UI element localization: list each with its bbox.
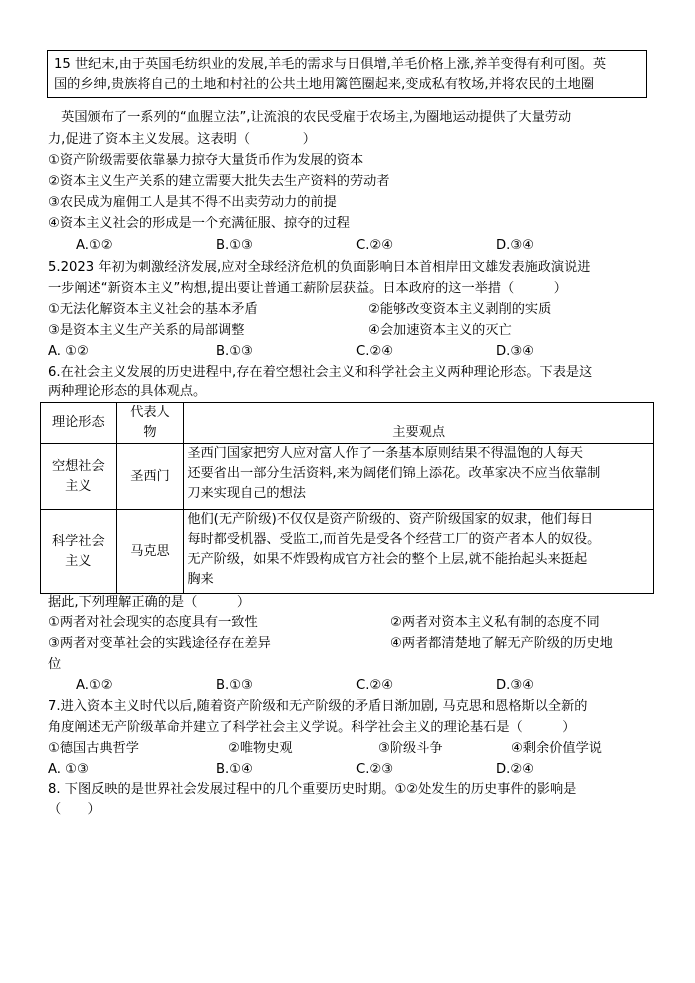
q5-choice-d[interactable]: D.③④: [496, 344, 534, 359]
q6-choice-d[interactable]: D.③④: [496, 678, 534, 693]
q7-choice-a[interactable]: A. ①③: [48, 762, 89, 777]
scientific-view-line-1: 他们(无产阶级)不仅仅是资产阶级的、资产阶级国家的奴隶，他们每日: [187, 512, 594, 527]
table-row-scientific: [41, 510, 654, 594]
scientific-view-cell: [184, 510, 654, 594]
q6-choice-a[interactable]: A.①②: [76, 678, 113, 693]
q5-stem-line-1: 5.2023 年初为刺激经济发展,应对全球经济危机的负面影响日本首相岸田文雄发表施政演说进: [48, 260, 591, 275]
q7-statement-3: ③阶级斗争: [378, 741, 443, 756]
q7-statement-2: ②唯物史观: [228, 741, 293, 756]
q5-stem-line-2: 一步阐述“新资本主义”构想,提出要让普通工薪阶层获益。日本政府的这一举措（ ）: [48, 281, 567, 296]
q7-choice-c[interactable]: C.②③: [356, 762, 394, 777]
utopian-form-line-2: 主义: [65, 478, 92, 494]
q8-stem-line-2: （ ）: [48, 802, 101, 817]
utopian-view-line-1: 圣西门国家把穷人应对富人作了一条基本原则结果不得温饱的人每天: [187, 446, 583, 461]
q5-choice-c[interactable]: C.②④: [356, 344, 394, 359]
utopian-form-line-1: 空想社会: [51, 458, 105, 474]
q6-stem-line-2: 两种理论形态的具体观点。: [48, 384, 207, 399]
q4-choice-a[interactable]: A.①②: [76, 238, 113, 253]
utopian-view-cell: [184, 444, 654, 510]
header-representative-line-2: 物: [143, 425, 157, 440]
q6-choice-b[interactable]: B.①③: [216, 678, 253, 693]
q6-choice-c[interactable]: C.②④: [356, 678, 394, 693]
q6-stem-line-3: 据此,下列理解正确的是（ ）: [48, 595, 251, 610]
q8-stem-line-1: 8. 下图反映的是世界社会发展过程中的几个重要历史时期。①②处发生的历史事件的影响是: [48, 782, 577, 797]
scientific-form-line-2: 主义: [65, 553, 92, 569]
q4-choice-b[interactable]: B.①③: [216, 238, 253, 253]
header-main-views: 主要观点: [184, 403, 654, 444]
q4-statement-2: ②资本主义生产关系的建立需要大批失去生产资料的劳动者: [48, 174, 390, 189]
utopian-person-cell: 圣西门: [116, 444, 184, 510]
table-header-row: [41, 403, 654, 444]
q7-choice-d[interactable]: D.②④: [496, 762, 534, 777]
scientific-form-cell: [41, 510, 117, 594]
q6-stem-line-1: 6.在社会主义发展的历史进程中,存在着空想社会主义和科学社会主义两种理论形态。下表是这: [48, 365, 593, 380]
theory-comparison-table: [40, 402, 654, 594]
q4-statement-1: ①资产阶级需要依靠暴力掠夺大量货币作为发展的资本: [48, 153, 364, 168]
q6-statement-1: ①两者对社会现实的态度具有一致性: [48, 615, 258, 630]
q4-choice-c[interactable]: C.②④: [356, 238, 394, 253]
q5-choice-a[interactable]: A. ①②: [48, 344, 89, 359]
header-representative: [116, 403, 184, 444]
header-representative-line-1: 代表人: [130, 405, 170, 420]
q4-stem-line-2: 力,促进了资本主义发展。这表明（ ）: [48, 132, 316, 147]
scientific-person-cell: 马克思: [116, 510, 184, 594]
q7-stem-line-2: 角度阐述无产阶级革命并建立了科学社会主义学说。科学社会主义的理论基石是（ ）: [48, 720, 576, 735]
scientific-view-line-4: 胸来: [187, 572, 214, 587]
q4-statement-3: ③农民成为雇佣工人是其不得不出卖劳动力的前提: [48, 195, 337, 210]
intro-line-2: 国的乡绅,贵族将自己的土地和村社的公共土地用篱笆圈起来,变成私有牧场,并将农民的土地圈: [54, 77, 595, 92]
header-theory-form: 理论形态: [41, 403, 117, 444]
q4-stem-line-1: 英国颁布了一系列的“血腥立法”,让流浪的农民受雇于农场主,为圈地运动提供了大量劳动: [48, 110, 572, 125]
q6-statement-4: ④两者都清楚地了解无产阶级的历史地: [390, 636, 613, 651]
q5-choice-b[interactable]: B.①③: [216, 344, 253, 359]
q7-statement-4: ④剩余价值学说: [511, 741, 602, 756]
q5-statement-2: ②能够改变资本主义剥削的实质: [368, 302, 552, 317]
q5-statement-3: ③是资本主义生产关系的局部调整: [48, 323, 245, 338]
scientific-view-line-2: 每时都受机器、受监工,而首先是受各个经营工厂的资产者本人的奴役。: [187, 532, 601, 547]
q7-statement-1: ①德国古典哲学: [48, 741, 139, 756]
scientific-form-line-1: 科学社会: [51, 533, 105, 549]
scientific-view-line-3: 无产阶级，如果不炸毁构成官方社会的整个上层,就不能抬起头来挺起: [187, 552, 588, 567]
utopian-view-line-2: 还要省出一部分生活资料,来为阔佬们锦上添花。改革家决不应当依靠制: [187, 466, 601, 481]
intro-line-1: 15 世纪末,由于英国毛纺织业的发展,羊毛的需求与日俱增,羊毛价格上涨,养羊变得有利可图。英: [54, 57, 607, 72]
utopian-view-line-3: 刀来实现自己的想法: [187, 486, 306, 501]
utopian-form-cell: [41, 444, 117, 510]
table-row-utopian: [41, 444, 654, 510]
q6-statement-2: ②两者对资本主义私有制的态度不同: [390, 615, 600, 630]
q5-statement-4: ④会加速资本主义的灭亡: [368, 323, 512, 338]
q4-choice-d[interactable]: D.③④: [496, 238, 534, 253]
q7-stem-line-1: 7.进入资本主义时代以后,随着资产阶级和无产阶级的矛盾日渐加剧, 马克思和恩格斯以全新的: [48, 699, 588, 714]
q7-choice-b[interactable]: B.①④: [216, 762, 253, 777]
q4-statement-4: ④资本主义社会的形成是一个充满征服、掠夺的过程: [48, 216, 350, 231]
q5-statement-1: ①无法化解资本主义社会的基本矛盾: [48, 302, 258, 317]
q6-statement-4-cont: 位: [48, 657, 62, 672]
q6-statement-3: ③两者对变革社会的实践途径存在差异: [48, 636, 271, 651]
